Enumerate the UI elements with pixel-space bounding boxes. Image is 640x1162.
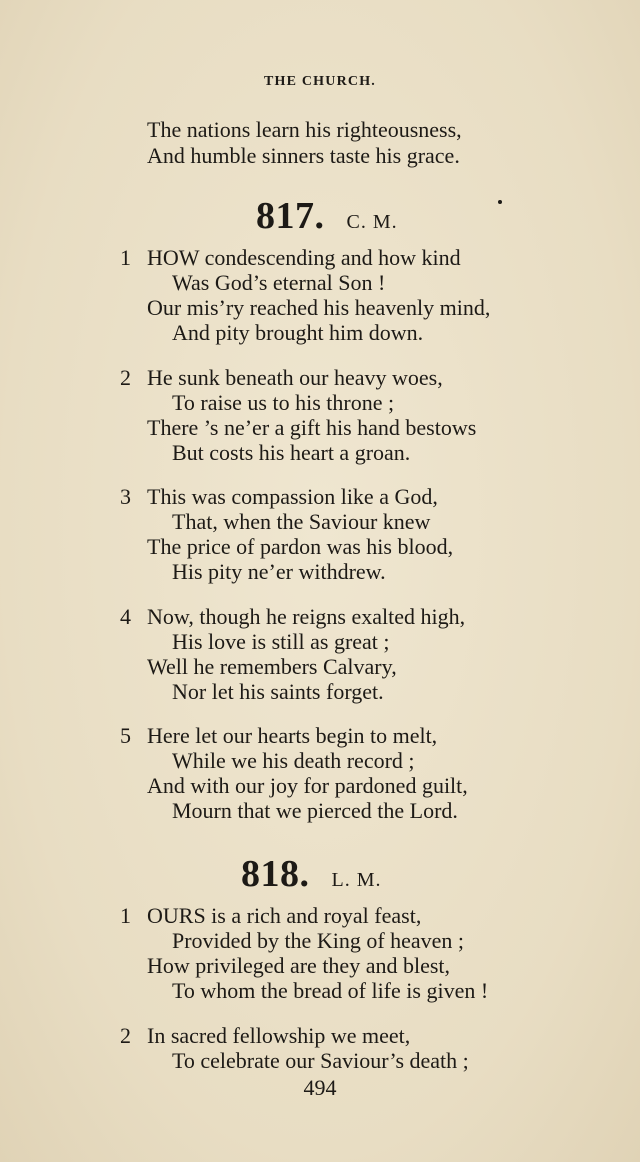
hymn-heading — [256, 194, 398, 238]
verse-line: How privileged are they and blest, — [147, 953, 451, 978]
page-number: 494 — [303, 1075, 337, 1100]
hymn-number: 817. — [256, 195, 325, 237]
stanza-number: 1 — [120, 245, 131, 270]
carryover-line: The nations learn his righteousness, — [147, 117, 462, 142]
verse-line: Now, though he reigns exalted high, — [147, 604, 466, 629]
running-head: THE CHURCH. — [264, 74, 376, 89]
verse-line: HOW condescending and how kind — [147, 245, 461, 270]
verse-line: In sacred fellowship we meet, — [147, 1023, 411, 1048]
verse-line: Was God’s eternal Son ! — [172, 270, 386, 295]
verse-line: And with our joy for pardoned guilt, — [147, 773, 468, 798]
verse-line: Provided by the King of heaven ; — [172, 928, 465, 953]
verse-line: But costs his heart a groan. — [172, 440, 411, 465]
verse-line: The price of pardon was his blood, — [147, 534, 454, 559]
verse-line: Nor let his saints forget. — [172, 679, 384, 704]
verse-line: To whom the bread of life is given ! — [172, 978, 489, 1003]
stanza-number: 4 — [120, 604, 131, 629]
verse-line: He sunk beneath our heavy woes, — [147, 365, 443, 390]
hymn-number: 818. — [241, 853, 310, 895]
verse-line: Well he remembers Calvary, — [147, 654, 397, 679]
stanza-number: 5 — [120, 723, 131, 748]
hymn-meter: L. M. — [331, 869, 382, 891]
carryover-line: And humble sinners taste his grace. — [147, 143, 460, 168]
verse-line: To celebrate our Saviour’s death ; — [172, 1048, 469, 1073]
verse-line: Mourn that we pierced the Lord. — [172, 798, 458, 823]
verse-line: This was compassion like a God, — [147, 484, 438, 509]
verse-line: To raise us to his throne ; — [172, 390, 395, 415]
verse-line: And pity brought him down. — [172, 320, 424, 345]
verse-line: Here let our hearts begin to melt, — [147, 723, 438, 748]
stanza-number: 2 — [120, 1023, 131, 1048]
hymn-heading — [241, 852, 382, 896]
verse-line: His love is still as great ; — [172, 629, 390, 654]
verse-line: While we his death record ; — [172, 748, 415, 773]
verse-line: That, when the Saviour knew — [172, 509, 431, 534]
ink-speck — [498, 200, 502, 204]
verse-line: There ’s ne’er a gift his hand bestows — [147, 415, 477, 440]
stanza-number: 3 — [120, 484, 131, 509]
verse-line: His pity ne’er withdrew. — [172, 559, 386, 584]
verse-line: OURS is a rich and royal feast, — [147, 903, 422, 928]
verse-line: Our mis’ry reached his heavenly mind, — [147, 295, 491, 320]
stanza-number: 1 — [120, 903, 131, 928]
hymn-meter: C. M. — [346, 211, 398, 233]
stanza-number: 2 — [120, 365, 131, 390]
